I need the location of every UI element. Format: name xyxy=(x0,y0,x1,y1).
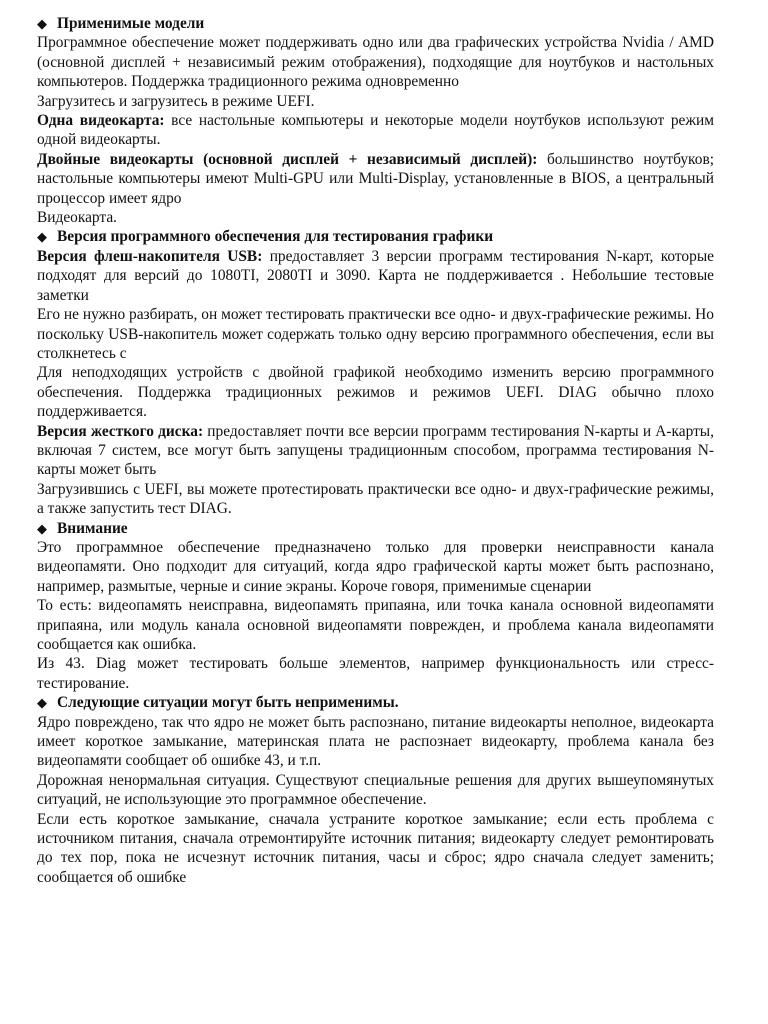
diamond-bullet-icon: ◆ xyxy=(37,229,47,245)
paragraph xyxy=(37,480,714,519)
lead-label: Версия флеш-накопителя USB: xyxy=(37,247,263,265)
section-heading xyxy=(37,227,714,246)
paragraph-text: Программное обеспечение может поддерживать одно или два графических устройства Nvidia / AMD (основной дисплей + независимый режим отображения), подходящие для ноутбуков и настольных компьютеров. Поддержка традиционного режима одновременно xyxy=(37,34,714,91)
paragraph-text: предоставляет 3 версии программ тестирования N-карт, которые подходят для версий до 1080TI, 2080TI и 3090. Карта не поддерживается . Небольшие тестовые заметки xyxy=(37,247,714,304)
paragraph-text: Загрузитесь и загрузитесь в режиме UEFI. xyxy=(37,92,315,110)
lead-label: Двойные видеокарты (основной дисплей + независимый дисплей): xyxy=(37,150,538,168)
paragraph xyxy=(37,363,714,421)
paragraph-text: Применимые модели xyxy=(57,15,205,32)
paragraph xyxy=(37,208,714,227)
paragraph xyxy=(37,771,714,810)
paragraph-text: То есть: видеопамять неисправна, видеопамять припаяна, или точка канала основной видеопамяти припаяна, или модуль канала основной видеопамяти поврежден, и проблема канала видеопамяти сообщается как ошибка. xyxy=(37,597,714,653)
paragraph xyxy=(37,33,714,91)
paragraph xyxy=(37,150,714,208)
section-heading xyxy=(37,693,714,712)
paragraph-text: Из 43. Diag может тестировать больше элементов, например функциональность или стресс-тестирование. xyxy=(37,655,714,692)
paragraph-text: Дорожная ненормальная ситуация. Существуют специальные решения для других вышеупомянутых ситуаций, не использующие это программное обеспечение. xyxy=(37,771,714,809)
paragraph xyxy=(37,92,714,111)
paragraph xyxy=(37,247,714,305)
paragraph xyxy=(37,538,714,596)
paragraph xyxy=(37,111,714,150)
lead-label: Одна видеокарта: xyxy=(37,112,165,130)
paragraph-text: Загрузившись с UEFI, вы можете протестировать практически все одно- и двух-графические режимы, а также запустить тест DIAG. xyxy=(37,480,714,518)
section-heading xyxy=(37,519,714,538)
paragraph-text: предоставляет почти все версии программ тестирования N-карты и A-карты, включая 7 систем, все могут быть запущены традиционным способом, программа тестирования N-карты может быть xyxy=(37,422,714,479)
paragraph xyxy=(37,713,714,771)
paragraph-text: Ядро повреждено, так что ядро не может быть распознано, питание видеокарты неполное, видеокарта имеет короткое замыкание, материнская плата не распознает видеокарту, проблема канала без видеопамяти сообщает об ошибке 43, и т.п. xyxy=(37,713,714,770)
paragraph-text: Это программное обеспечение предназначено только для проверки неисправности канала видеопамяти. Оно подходит для ситуаций, когда ядро графической карты может быть распознано, например, размытые, черные и синие экраны. Короче говоря, применимые сценарии xyxy=(37,538,714,595)
paragraph-text: Внимание xyxy=(57,519,128,537)
paragraph-text: Версия программного обеспечения для тестирования графики xyxy=(57,228,494,246)
paragraph-text: Если есть короткое замыкание, сначала устраните короткое замыкание; если есть проблема с источником питания, сначала отремонтируйте источник питания; видеокарту следует ремонтировать до тех пор, пока не исчезнут источник питания, часы и сброс; ядро сначала следует заменить; сообщается об ошибке xyxy=(37,810,714,886)
paragraph-text: Следующие ситуации могут быть неприменимы. xyxy=(57,694,399,712)
paragraph-text: все настольные компьютеры и некоторые модели ноутбуков используют режим одной видеокарты. xyxy=(37,112,714,149)
paragraph-text: большинство ноутбуков; настольные компьютеры имеют Multi-GPU или Multi-Display, установленные в BIOS, а центральный процессор имеет ядро xyxy=(37,150,714,207)
paragraph xyxy=(37,305,714,363)
paragraph-text: Его не нужно разбирать, он может тестировать практически все одно- и двух-графические режимы. Но поскольку USB-накопитель может содержать только одну версию программного обеспечения, если вы столкнетесь с xyxy=(37,306,714,362)
diamond-bullet-icon: ◆ xyxy=(37,16,47,31)
paragraph xyxy=(37,422,714,480)
paragraph-text: Видеокарта. xyxy=(37,209,118,227)
paragraph-text: Для неподходящих устройств с двойной графикой необходимо изменить версию программного обеспечения. Поддержка традиционных режимов и режимов UEFI. DIAG обычно плохо поддерживается. xyxy=(37,364,714,421)
diamond-bullet-icon: ◆ xyxy=(37,695,47,711)
section-heading xyxy=(37,14,714,33)
paragraph xyxy=(37,654,714,693)
paragraph xyxy=(37,810,714,888)
diamond-bullet-icon: ◆ xyxy=(37,520,47,536)
paragraph xyxy=(37,596,714,654)
lead-label: Версия жесткого диска: xyxy=(37,422,204,440)
